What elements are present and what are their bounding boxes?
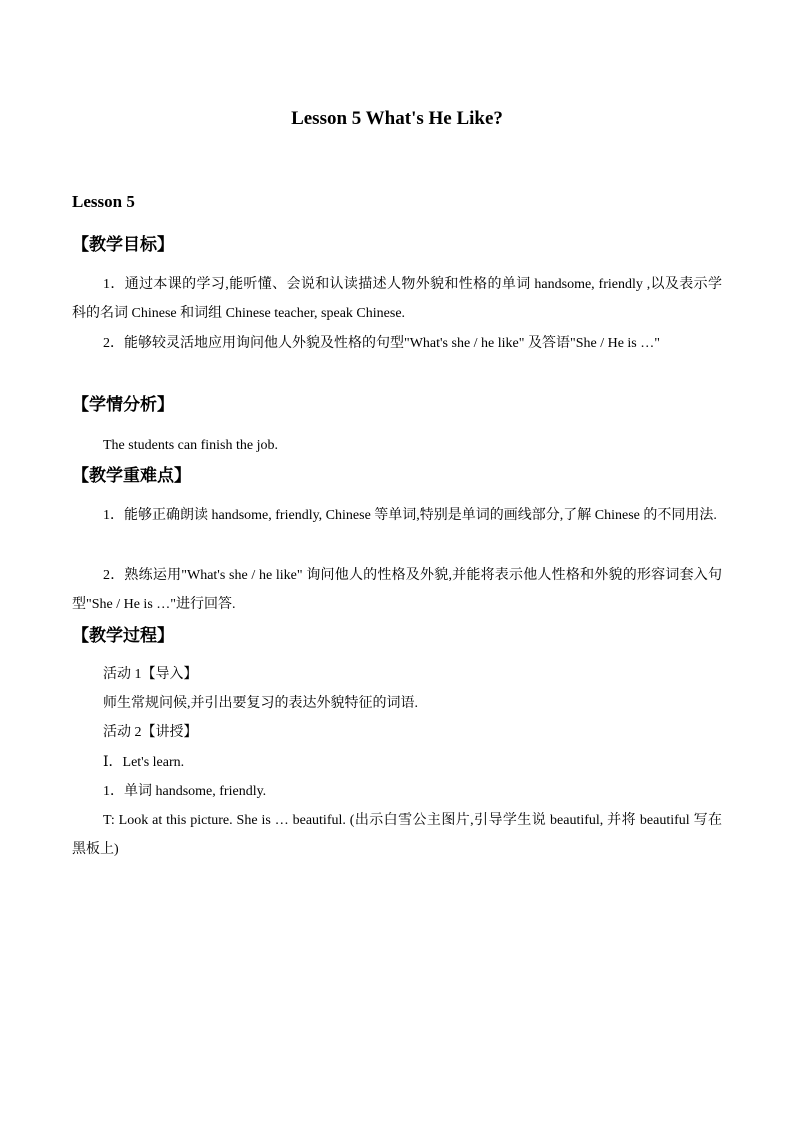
analysis-text: The students can finish the job. bbox=[103, 438, 278, 453]
key-point-item-1: 1．能够正确朗读 handsome, friendly, Chinese 等单词,特别是单词的画线部分,了解 Chinese 的不同用法. bbox=[103, 508, 717, 523]
key-point-item-2: 2．熟练运用"What's she / he like" 询问他人的性格及外貌,并能将表示他人性格和外貌的形容词套入句型"She / He is …"进行回答. bbox=[72, 568, 722, 612]
lesson-label: Lesson 5 bbox=[72, 192, 135, 211]
process-heading: 【教学过程】 bbox=[72, 626, 174, 646]
activity-1-label: 活动 1【导入】 bbox=[103, 667, 198, 682]
part-1-label: Ⅰ．Let's learn. bbox=[103, 755, 185, 770]
activity-1-text: 师生常规问候,并引出要复习的表达外貌特征的词语. bbox=[103, 696, 418, 711]
key-points-heading: 【教学重难点】 bbox=[72, 466, 191, 486]
objectives-heading: 【教学目标】 bbox=[72, 235, 174, 255]
step-1-label: 1．单词 handsome, friendly. bbox=[103, 784, 267, 799]
page-title: Lesson 5 What's He Like? bbox=[291, 108, 503, 129]
activity-2-label: 活动 2【讲授】 bbox=[103, 725, 198, 740]
objective-item-2: 2．能够较灵活地应用询问他人外貌及性格的句型"What's she / he like" 及答语"She / He is …" bbox=[103, 336, 660, 351]
analysis-heading: 【学情分析】 bbox=[72, 395, 174, 415]
objective-item-1: 1．通过本课的学习,能听懂、会说和认读描述人物外貌和性格的单词 handsome, friendly ,以及表示学科的名词 Chinese 和词组 Chinese teacher, speak Chinese. bbox=[72, 277, 722, 321]
step-1-text: T: Look at this picture. She is … beautiful. (出示白雪公主图片,引导学生说 beautiful, 并将 beautiful 写在黑板上) bbox=[72, 813, 722, 857]
